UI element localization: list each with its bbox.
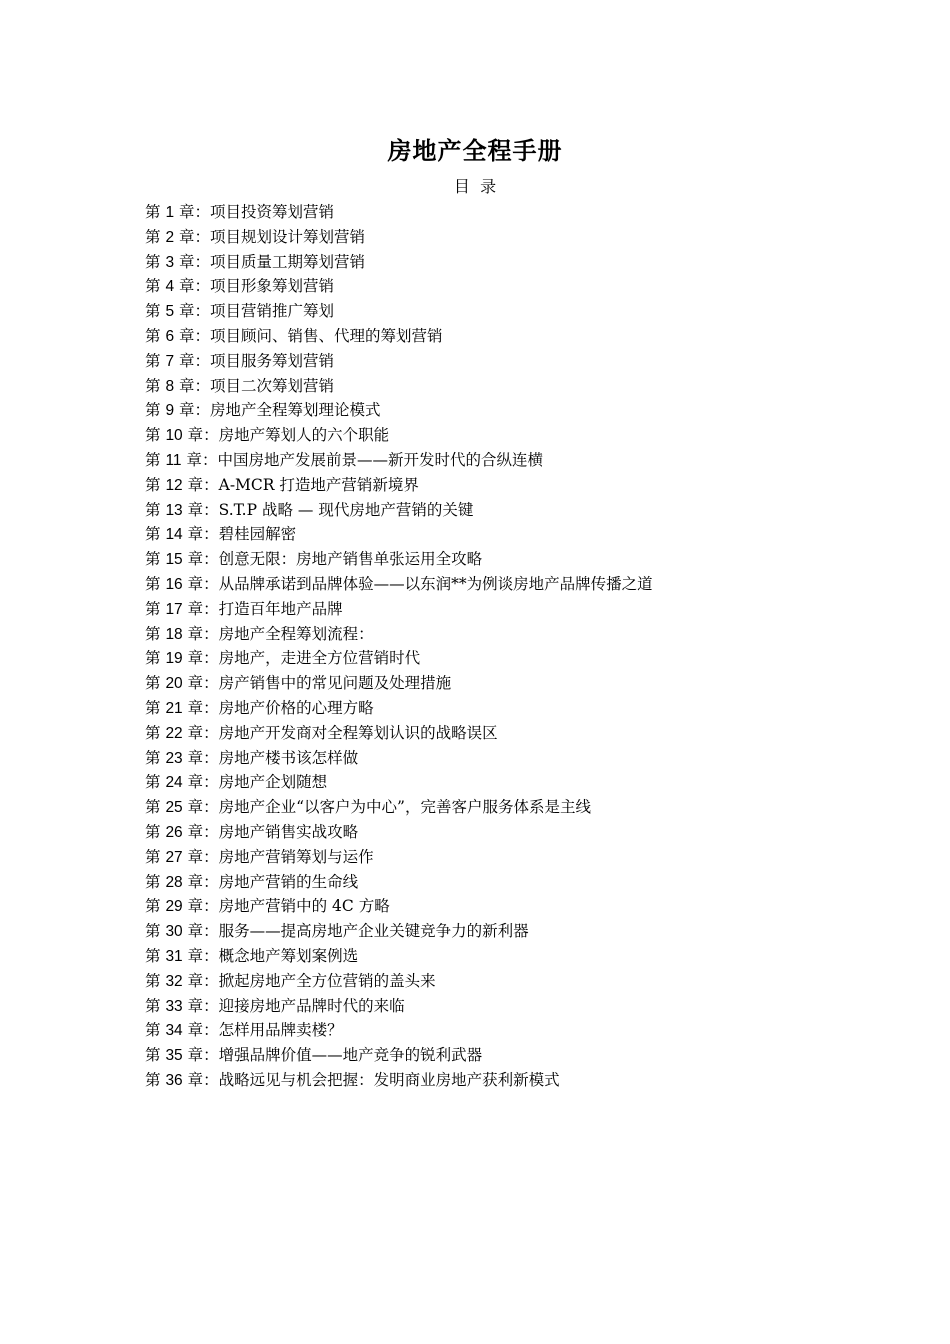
toc-item [145, 969, 905, 994]
chapter-number: 9 [165, 402, 175, 420]
toc-item [145, 845, 905, 870]
chapter-suffix: 章： [182, 872, 219, 891]
chapter-title: 房地产营销筹划与运作 [218, 847, 374, 866]
chapter-number: 13 [165, 501, 183, 519]
chapter-title: 项目营销推广筹划 [210, 302, 335, 321]
chapter-prefix: 第 [145, 798, 166, 817]
chapter-number: 8 [165, 377, 175, 395]
chapter-prefix: 第 [145, 401, 166, 420]
chapter-number: 6 [165, 327, 175, 345]
chapter-suffix: 章： [182, 599, 219, 618]
chapter-prefix: 第 [145, 649, 166, 668]
chapter-title: 怎样用品牌卖楼？ [218, 1021, 343, 1040]
chapter-suffix: 章： [174, 277, 210, 296]
toc-item [145, 423, 905, 448]
toc-heading: 目 录 [453, 177, 497, 196]
chapter-prefix: 第 [145, 698, 166, 717]
chapter-suffix: 章： [174, 351, 210, 370]
chapter-number: 1 [165, 204, 175, 221]
chapter-suffix: 章： [182, 822, 219, 841]
table-of-contents [145, 200, 905, 1093]
chapter-prefix: 第 [145, 227, 166, 246]
chapter-suffix: 章： [182, 922, 219, 941]
chapter-number: 28 [165, 873, 183, 891]
chapter-prefix: 第 [145, 351, 166, 370]
toc-item [145, 795, 905, 820]
chapter-title: 房地产营销的生命线 [218, 872, 359, 891]
chapter-number: 25 [165, 799, 183, 817]
chapter-suffix: 章： [182, 971, 219, 990]
chapter-suffix: 章： [174, 203, 210, 221]
chapter-title: 房地产全程筹划理论模式 [210, 401, 381, 420]
chapter-title: 碧桂园解密 [218, 525, 297, 544]
chapter-title: 项目规划设计筹划营销 [210, 227, 366, 246]
chapter-number: 18 [165, 625, 183, 643]
toc-item [145, 299, 905, 324]
chapter-title: A-MCR 打造地产营销新境界 [218, 475, 419, 494]
chapter-suffix: 章： [182, 996, 219, 1015]
chapter-prefix: 第 [145, 500, 166, 519]
chapter-number: 17 [165, 600, 183, 618]
toc-item [145, 498, 905, 523]
toc-item [145, 398, 905, 423]
chapter-title: 服务——提高房地产企业关键竞争力的新利器 [218, 922, 529, 941]
chapter-title: 房地产楼书该怎样做 [218, 748, 359, 767]
chapter-number: 7 [165, 352, 175, 370]
chapter-title: 房地产企划随想 [218, 773, 328, 792]
chapter-title: S.T.P 战略 — 现代房地产营销的关键 [218, 500, 474, 519]
chapter-suffix: 章： [182, 946, 219, 965]
chapter-number: 4 [165, 278, 175, 296]
chapter-suffix: 章： [182, 698, 219, 717]
toc-item [145, 671, 905, 696]
chapter-title: 中国房地产发展前景——新开发时代的合纵连横 [217, 450, 543, 469]
chapter-prefix: 第 [145, 674, 166, 693]
toc-item [145, 374, 905, 399]
chapter-suffix: 章： [174, 376, 210, 395]
chapter-title: 房地产开发商对全程筹划认识的战略误区 [218, 723, 498, 742]
chapter-prefix: 第 [145, 203, 166, 221]
chapter-number: 10 [165, 427, 183, 445]
chapter-prefix: 第 [145, 971, 166, 990]
chapter-number: 2 [165, 228, 175, 246]
toc-item [145, 746, 905, 771]
chapter-title: 房地产价格的心理方略 [218, 698, 374, 717]
chapter-suffix: 章： [182, 649, 219, 668]
chapter-prefix: 第 [145, 748, 166, 767]
chapter-suffix: 章： [182, 847, 219, 866]
chapter-suffix: 章： [181, 450, 218, 469]
chapter-prefix: 第 [145, 277, 166, 296]
chapter-prefix: 第 [145, 574, 166, 593]
chapter-number: 30 [165, 923, 183, 941]
chapter-suffix: 章： [174, 326, 210, 345]
chapter-prefix: 第 [145, 426, 166, 445]
chapter-prefix: 第 [145, 872, 166, 891]
chapter-prefix: 第 [145, 624, 166, 643]
chapter-suffix: 章： [182, 773, 219, 792]
chapter-title: 房地产全程筹划流程： [218, 624, 374, 643]
chapter-title: 增强品牌价值——地产竞争的锐利武器 [218, 1046, 483, 1065]
chapter-title: 项目二次筹划营销 [210, 376, 335, 395]
chapter-title: 迎接房地产品牌时代的来临 [218, 996, 405, 1015]
chapter-title: 房产销售中的常见问题及处理措施 [218, 674, 452, 693]
chapter-title: 从品牌承诺到品牌体验——以东润**为例谈房地产品牌传播之道 [218, 574, 653, 593]
toc-item [145, 349, 905, 374]
chapter-number: 26 [165, 823, 183, 841]
chapter-prefix: 第 [145, 550, 166, 569]
chapter-suffix: 章： [182, 475, 219, 494]
chapter-suffix: 章： [182, 624, 219, 643]
document-title: 房地产全程手册 [387, 136, 563, 165]
chapter-prefix: 第 [145, 475, 166, 494]
chapter-title: 项目质量工期筹划营销 [210, 252, 366, 271]
chapter-prefix: 第 [145, 450, 166, 469]
toc-item [145, 1043, 905, 1068]
chapter-number: 3 [165, 253, 175, 271]
chapter-number: 14 [165, 526, 183, 544]
toc-item [145, 225, 905, 250]
toc-item [145, 646, 905, 671]
toc-item [145, 522, 905, 547]
chapter-suffix: 章： [174, 302, 210, 321]
chapter-prefix: 第 [145, 897, 166, 916]
chapter-prefix: 第 [145, 326, 166, 345]
toc-item [145, 324, 905, 349]
chapter-prefix: 第 [145, 922, 166, 941]
chapter-suffix: 章： [174, 227, 210, 246]
chapter-prefix: 第 [145, 1046, 166, 1065]
chapter-suffix: 章： [174, 252, 210, 271]
chapter-number: 31 [165, 947, 183, 965]
chapter-number: 36 [165, 1071, 183, 1089]
chapter-number: 5 [165, 303, 175, 321]
chapter-suffix: 章： [182, 1046, 219, 1065]
toc-item [145, 622, 905, 647]
toc-item [145, 274, 905, 299]
chapter-suffix: 章： [182, 674, 219, 693]
chapter-number: 33 [165, 997, 183, 1015]
chapter-prefix: 第 [145, 302, 166, 321]
chapter-number: 12 [165, 476, 183, 494]
chapter-prefix: 第 [145, 946, 166, 965]
toc-item [145, 250, 905, 275]
chapter-prefix: 第 [145, 1070, 166, 1089]
chapter-number: 35 [165, 1047, 183, 1065]
chapter-prefix: 第 [145, 376, 166, 395]
chapter-title: 房地产筹划人的六个职能 [218, 426, 390, 445]
chapter-prefix: 第 [145, 723, 166, 742]
chapter-number: 21 [165, 699, 183, 717]
chapter-number: 16 [165, 575, 183, 593]
chapter-number: 20 [165, 675, 183, 693]
toc-item [145, 1018, 905, 1043]
chapter-title: 房地产企业“以客户为中心”，完善客户服务体系是主线 [218, 798, 591, 817]
chapter-prefix: 第 [145, 1021, 166, 1040]
chapter-number: 19 [165, 650, 183, 668]
chapter-suffix: 章： [182, 897, 219, 916]
chapter-number: 29 [165, 898, 183, 916]
chapter-suffix: 章： [182, 798, 219, 817]
toc-item [145, 547, 905, 572]
chapter-suffix: 章： [182, 550, 219, 569]
chapter-prefix: 第 [145, 822, 166, 841]
toc-item [145, 473, 905, 498]
chapter-suffix: 章： [182, 1070, 219, 1089]
chapter-number: 32 [165, 972, 183, 990]
chapter-title: 战略远见与机会把握：发明商业房地产获利新模式 [218, 1070, 560, 1089]
chapter-title: 房地产营销中的 4C 方略 [218, 897, 390, 916]
toc-item [145, 597, 905, 622]
toc-item [145, 894, 905, 919]
chapter-suffix: 章： [182, 574, 219, 593]
chapter-suffix: 章： [182, 723, 219, 742]
chapter-number: 22 [165, 724, 183, 742]
toc-item [145, 200, 905, 225]
toc-item [145, 944, 905, 969]
chapter-prefix: 第 [145, 847, 166, 866]
chapter-prefix: 第 [145, 773, 166, 792]
chapter-number: 27 [165, 848, 183, 866]
chapter-title: 项目投资筹划营销 [210, 203, 335, 221]
chapter-title: 项目顾问、销售、代理的筹划营销 [210, 326, 443, 345]
toc-item [145, 572, 905, 597]
chapter-suffix: 章： [182, 1021, 219, 1040]
chapter-title: 项目形象筹划营销 [210, 277, 335, 296]
chapter-title: 房地产销售实战攻略 [218, 822, 359, 841]
chapter-number: 34 [165, 1022, 183, 1040]
chapter-prefix: 第 [145, 599, 166, 618]
toc-item [145, 770, 905, 795]
chapter-prefix: 第 [145, 252, 166, 271]
chapter-title: 掀起房地产全方位营销的盖头来 [218, 971, 436, 990]
toc-item [145, 696, 905, 721]
chapter-suffix: 章： [182, 525, 219, 544]
chapter-suffix: 章： [182, 426, 219, 445]
toc-item [145, 448, 905, 473]
toc-item [145, 919, 905, 944]
chapter-prefix: 第 [145, 996, 166, 1015]
chapter-prefix: 第 [145, 525, 166, 544]
toc-item [145, 1068, 905, 1093]
chapter-title: 项目服务筹划营销 [210, 351, 335, 370]
chapter-title: 概念地产筹划案例选 [218, 946, 359, 965]
toc-item [145, 994, 905, 1019]
chapter-title: 创意无限：房地产销售单张运用全攻略 [218, 550, 483, 569]
chapter-number: 11 [165, 451, 182, 469]
chapter-suffix: 章： [182, 500, 219, 519]
chapter-title: 打造百年地产品牌 [218, 599, 343, 618]
chapter-suffix: 章： [182, 748, 219, 767]
toc-item [145, 820, 905, 845]
toc-item [145, 870, 905, 895]
chapter-title: 房地产，走进全方位营销时代 [218, 649, 421, 668]
chapter-number: 24 [165, 774, 183, 792]
chapter-number: 23 [165, 749, 183, 767]
chapter-suffix: 章： [174, 401, 210, 420]
toc-item [145, 721, 905, 746]
chapter-number: 15 [165, 551, 183, 569]
